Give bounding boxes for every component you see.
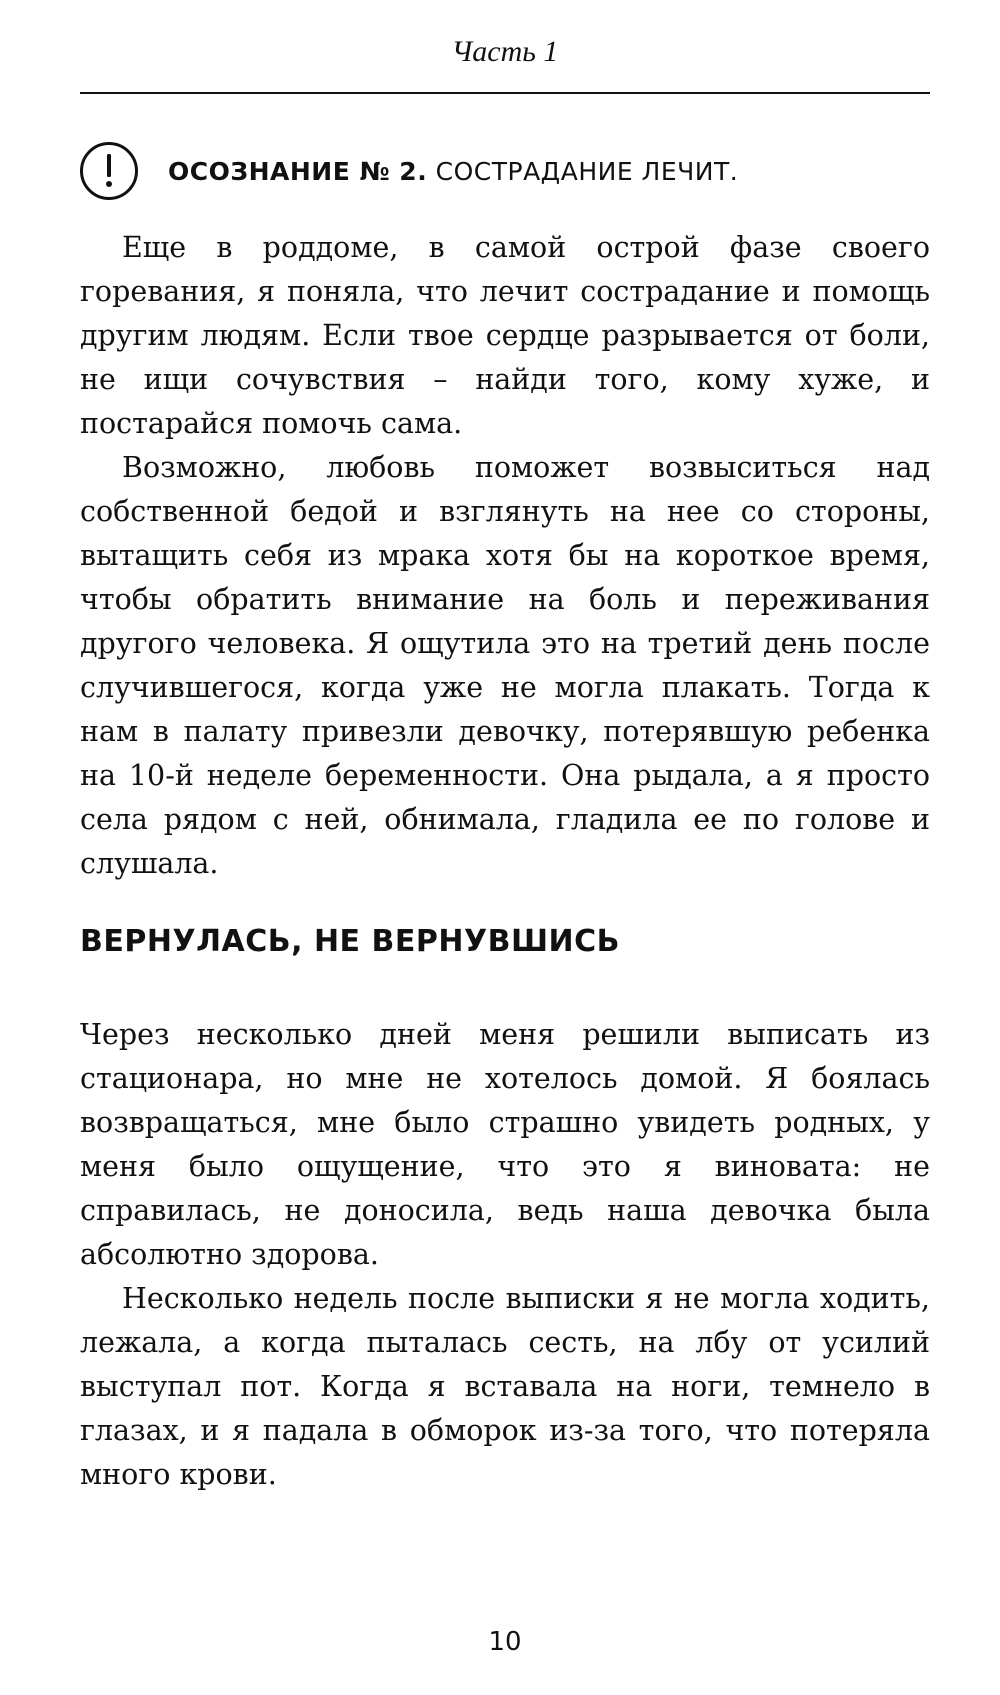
callout-lead: ОСОЗНАНИЕ № 2.: [168, 156, 428, 186]
book-page: [80, 0, 930, 1695]
paragraph: Через несколько дней меня решили выписать из стационара, но мне не хотелось домой. Я боялась возвращаться, мне было страшно увидеть родных, у меня было ощущение, что это я виновата: не справилась, не доносила, ведь наша девочка была абсолютно здорова.: [80, 1018, 930, 1271]
callout-text: [168, 157, 738, 186]
body-text-top: [80, 226, 930, 886]
body-text-bottom: [80, 1013, 930, 1497]
insight-callout: [80, 138, 930, 204]
paragraph: Возможно, любовь поможет возвыситься над собственной бедой и взглянуть на нее со стороны, вытащить себя из мрака хотя бы на короткое время, чтобы обратить внимание на боль и переживания другого человека. Я ощутила это на третий день после случившегося, когда уже не могла плакать. Тогда к нам в палату привезли девочку, потерявшую ребенка на 10-й неделе беременности. Она рыдала, а я просто села рядом с ней, обнимала, гладила ее по голове и слушала.: [80, 451, 930, 880]
paragraph: Несколько недель после выписки я не могла ходить, лежала, а когда пыталась сесть, на лбу от усилий выступал пот. Когда я вставала на ноги, темнело в глазах, и я падала в обморок из-за того, что потеряла много крови.: [80, 1282, 930, 1491]
header-rule: [80, 92, 930, 94]
running-title: Часть 1: [451, 35, 559, 68]
exclamation-circle-icon: [80, 142, 138, 200]
section-heading: ВЕРНУЛАСЬ, НЕ ВЕРНУВШИСЬ: [80, 924, 620, 959]
callout-body: СОСТРАДАНИЕ ЛЕЧИТ.: [435, 156, 739, 186]
page-number: 10: [488, 1627, 522, 1657]
paragraph: Еще в роддоме, в самой острой фазе своего горевания, я поняла, что лечит сострадание и помощь другим людям. Если твое сердце разрывается от боли, не ищи сочувствия – найди того, кому хуже, и постарайся помочь сама.: [80, 231, 930, 440]
